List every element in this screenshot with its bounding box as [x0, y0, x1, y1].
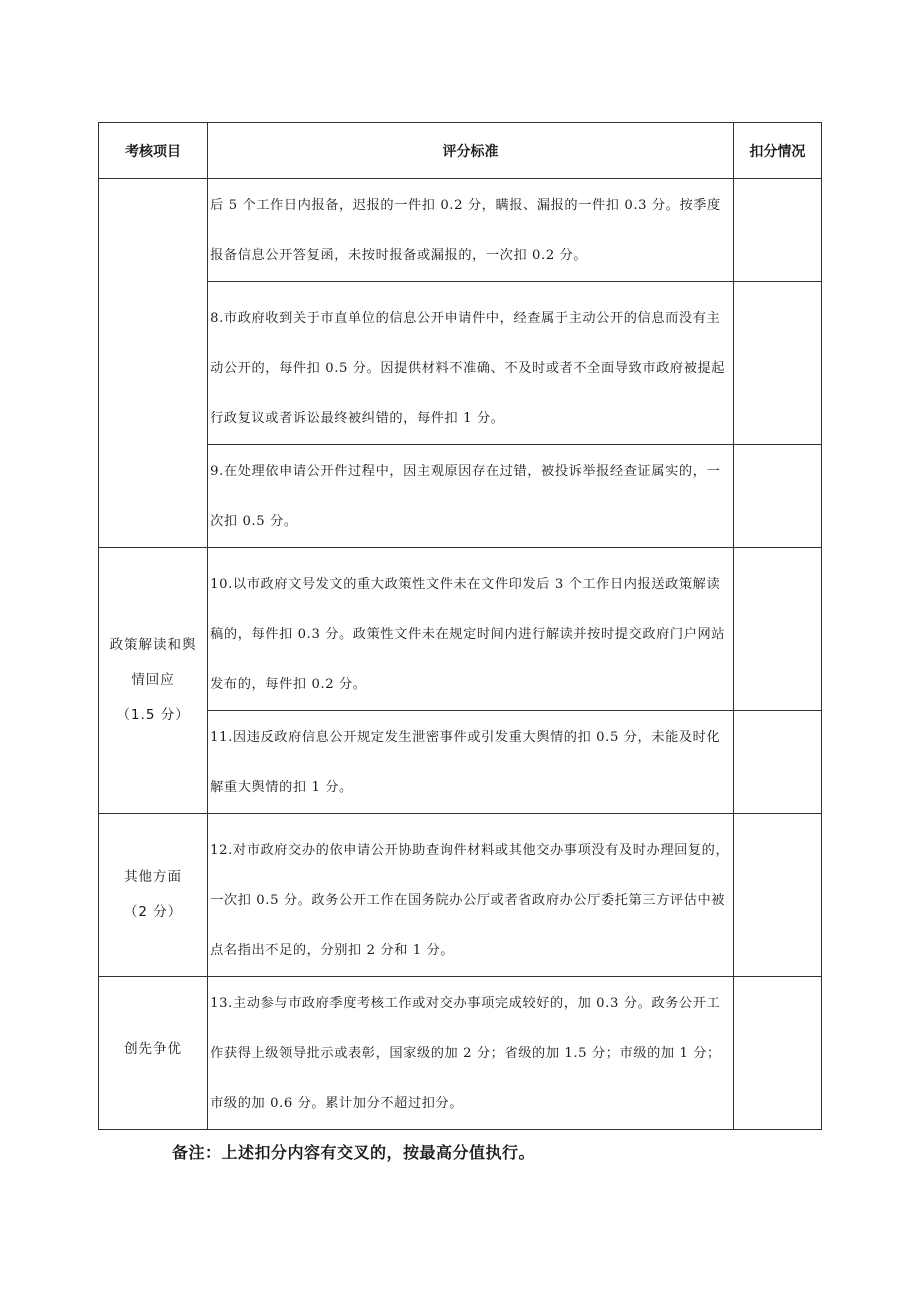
table-row	[99, 445, 822, 548]
table-header-row	[99, 123, 822, 179]
category-name: 创先争优	[124, 1041, 183, 1057]
category-score: （2 分）	[123, 904, 183, 920]
table-row	[99, 179, 822, 282]
category-excellence	[99, 977, 208, 1130]
standard-cell: 13.主动参与市政府季度考核工作或对交办事项完成较好的，加 0.3 分。政务公开工作获得上级领导批示或表彰，国家级的加 2 分；省级的加 1.5 分；市级的加 1 分；市级的加 0.6 分。累计加分不超过扣分。	[208, 977, 734, 1130]
category-other	[99, 814, 208, 977]
category-name: 其他方面	[124, 869, 183, 885]
table-row	[99, 814, 822, 977]
deduction-cell	[733, 548, 821, 711]
table-row	[99, 977, 822, 1130]
deduction-cell	[733, 977, 821, 1130]
deduction-cell	[733, 445, 821, 548]
standard-cell: 11.因违反政府信息公开规定发生泄密事件或引发重大舆情的扣 0.5 分，未能及时化解重大舆情的扣 1 分。	[208, 711, 734, 814]
table-row	[99, 548, 822, 711]
category-score: （1.5 分）	[116, 707, 190, 723]
table-row	[99, 282, 822, 445]
category-cell-continued	[99, 179, 208, 548]
standard-cell: 12.对市政府交办的依申请公开协助查询件材料或其他交办事项没有及时办理回复的，一次扣 0.5 分。政务公开工作在国务院办公厅或者省政府办公厅委托第三方评估中被点名指出不足的，分别扣 2 分和 1 分。	[208, 814, 734, 977]
deduction-cell	[733, 711, 821, 814]
footnote: 备注：上述扣分内容有交叉的，按最高分值执行。	[172, 1143, 536, 1162]
category-policy	[99, 548, 208, 814]
header-standard: 评分标准	[208, 123, 734, 179]
standard-cell: 9.在处理依申请公开件过程中，因主观原因存在过错，被投诉举报经查证属实的，一次扣 0.5 分。	[208, 445, 734, 548]
category-name: 政策解读和舆情回应	[109, 637, 197, 688]
deduction-cell	[733, 814, 821, 977]
standard-cell: 8.市政府收到关于市直单位的信息公开申请件中，经查属于主动公开的信息而没有主动公开的，每件扣 0.5 分。因提供材料不准确、不及时或者不全面导致市政府被提起行政复议或者诉讼最终被纠错的，每件扣 1 分。	[208, 282, 734, 445]
assessment-table	[98, 122, 822, 1130]
table-row	[99, 711, 822, 814]
header-item: 考核项目	[99, 123, 208, 179]
standard-cell: 后 5 个工作日内报备，迟报的一件扣 0.2 分，瞒报、漏报的一件扣 0.3 分。按季度报备信息公开答复函，未按时报备或漏报的，一次扣 0.2 分。	[208, 179, 734, 282]
deduction-cell	[733, 179, 821, 282]
header-deduction: 扣分情况	[733, 123, 821, 179]
deduction-cell	[733, 282, 821, 445]
standard-cell: 10.以市政府文号发文的重大政策性文件未在文件印发后 3 个工作日内报送政策解读稿的，每件扣 0.3 分。政策性文件未在规定时间内进行解读并按时提交政府门户网站发布的，每件扣 0.2 分。	[208, 548, 734, 711]
